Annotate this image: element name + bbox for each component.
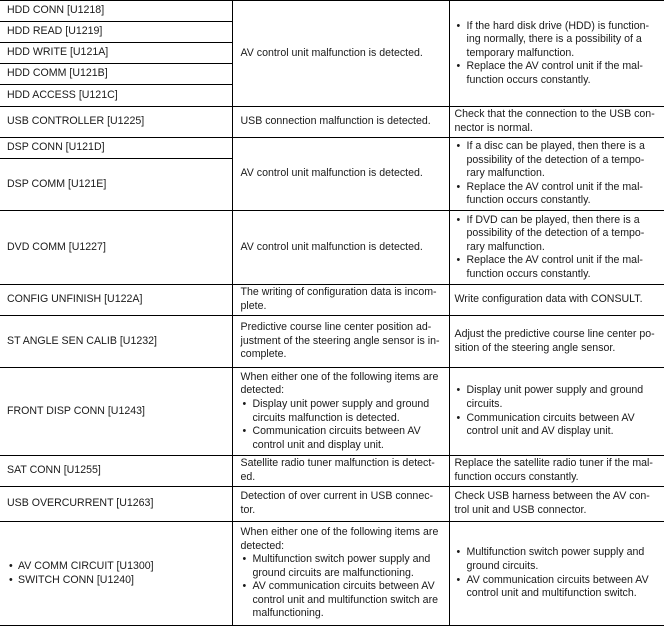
remedy-item: • If the hard disk drive (HDD) is function-ing normally, there is a possibility of a temporary malfunction. xyxy=(455,20,663,61)
condition-cell: Predictive course line center position ad-justment of the steering angle sensor is in-complete. xyxy=(232,316,449,368)
table-row xyxy=(0,368,664,456)
dtc-code-cell: USB OVERCURRENT [U1263] xyxy=(0,487,232,522)
condition-cell: AV control unit malfunction is detected. xyxy=(232,138,449,211)
remedy-cell: Check that the connection to the USB con-nector is normal. xyxy=(449,107,664,138)
condition-item: • Communication circuits between AV control unit and display unit. xyxy=(241,425,445,452)
condition-item: • Multifunction switch power supply and ground circuits are malfunctioning. xyxy=(241,553,445,580)
dtc-code-cell: HDD WRITE [U121A] xyxy=(0,43,232,64)
condition-item: • AV communication circuits between AV control unit and multifunction switch are malfunctioning. xyxy=(241,580,445,621)
condition-intro: When either one of the following items are detected: xyxy=(240,525,439,552)
table-row xyxy=(0,211,664,285)
dtc-code-cell: USB CONTROLLER [U1225] xyxy=(0,107,232,138)
table-row xyxy=(0,522,664,626)
remedy-item: • Multifunction switch power supply and ground circuits. xyxy=(455,546,663,573)
dtc-code-cell: HDD COMM [U121B] xyxy=(0,64,232,85)
remedy-cell xyxy=(449,522,664,626)
dtc-code-cell: SAT CONN [U1255] xyxy=(0,456,232,487)
remedy-cell xyxy=(449,138,664,211)
remedy-cell: Adjust the predictive course line center po-sition of the steering angle sensor. xyxy=(449,316,664,368)
condition-intro: When either one of the following items are detected: xyxy=(240,370,439,397)
table-row xyxy=(0,1,664,22)
remedy-cell: Write configuration data with CONSULT. xyxy=(449,285,664,316)
remedy-item: • Replace the AV control unit if the mal-function occurs constantly. xyxy=(455,60,663,87)
condition-cell xyxy=(232,522,449,626)
condition-cell xyxy=(232,368,449,456)
dtc-code-cell: HDD READ [U1219] xyxy=(0,22,232,43)
dtc-code-cell: DVD COMM [U1227] xyxy=(0,211,232,285)
table-row xyxy=(0,285,664,316)
condition-cell: Satellite radio tuner malfunction is detect-ed. xyxy=(232,456,449,487)
dtc-code-item: • AV COMM CIRCUIT [U1300] xyxy=(7,560,225,574)
dtc-code-cell: FRONT DISP CONN [U1243] xyxy=(0,368,232,456)
remedy-cell xyxy=(449,211,664,285)
remedy-item: • Replace the AV control unit if the mal-function occurs constantly. xyxy=(455,254,663,281)
table-row xyxy=(0,107,664,138)
condition-cell: The writing of configuration data is incom-plete. xyxy=(232,285,449,316)
table-row xyxy=(0,487,664,522)
remedy-item: • If a disc can be played, then there is a possibility of the detection of a tempo-rary malfunction. xyxy=(455,140,663,181)
remedy-item: • Display unit power supply and ground circuits. xyxy=(455,384,663,411)
remedy-item: • Communication circuits between AV control unit and AV display unit. xyxy=(455,412,663,439)
condition-item: • Display unit power supply and ground circuits malfunction is detected. xyxy=(241,398,445,425)
table-row xyxy=(0,138,664,159)
remedy-item: • Replace the AV control unit if the mal-function occurs constantly. xyxy=(455,181,663,208)
remedy-item: • AV communication circuits between AV control unit and multifunction switch. xyxy=(455,574,663,601)
dtc-code-cell: CONFIG UNFINISH [U122A] xyxy=(0,285,232,316)
dtc-code-cell: HDD ACCESS [U121C] xyxy=(0,85,232,107)
remedy-cell xyxy=(449,368,664,456)
dtc-code-cell: DSP CONN [U121D] xyxy=(0,138,232,159)
dtc-code-item: • SWITCH CONN [U1240] xyxy=(7,574,225,588)
table-row xyxy=(0,316,664,368)
remedy-item: • If DVD can be played, then there is a possibility of the detection of a tempo-rary malfunction. xyxy=(455,214,663,255)
dtc-code-cell: ST ANGLE SEN CALIB [U1232] xyxy=(0,316,232,368)
dtc-code-cell: DSP COMM [U121E] xyxy=(0,159,232,211)
condition-cell: Detection of over current in USB connec-tor. xyxy=(232,487,449,522)
remedy-cell: Check USB harness between the AV con-trol unit and USB connector. xyxy=(449,487,664,522)
remedy-cell: Replace the satellite radio tuner if the mal-function occurs constantly. xyxy=(449,456,664,487)
dtc-code-cell xyxy=(0,522,232,626)
condition-cell: USB connection malfunction is detected. xyxy=(232,107,449,138)
condition-cell: AV control unit malfunction is detected. xyxy=(232,211,449,285)
remedy-cell xyxy=(449,1,664,107)
table-row xyxy=(0,456,664,487)
dtc-code-cell: HDD CONN [U1218] xyxy=(0,1,232,22)
condition-cell: AV control unit malfunction is detected. xyxy=(232,1,449,107)
